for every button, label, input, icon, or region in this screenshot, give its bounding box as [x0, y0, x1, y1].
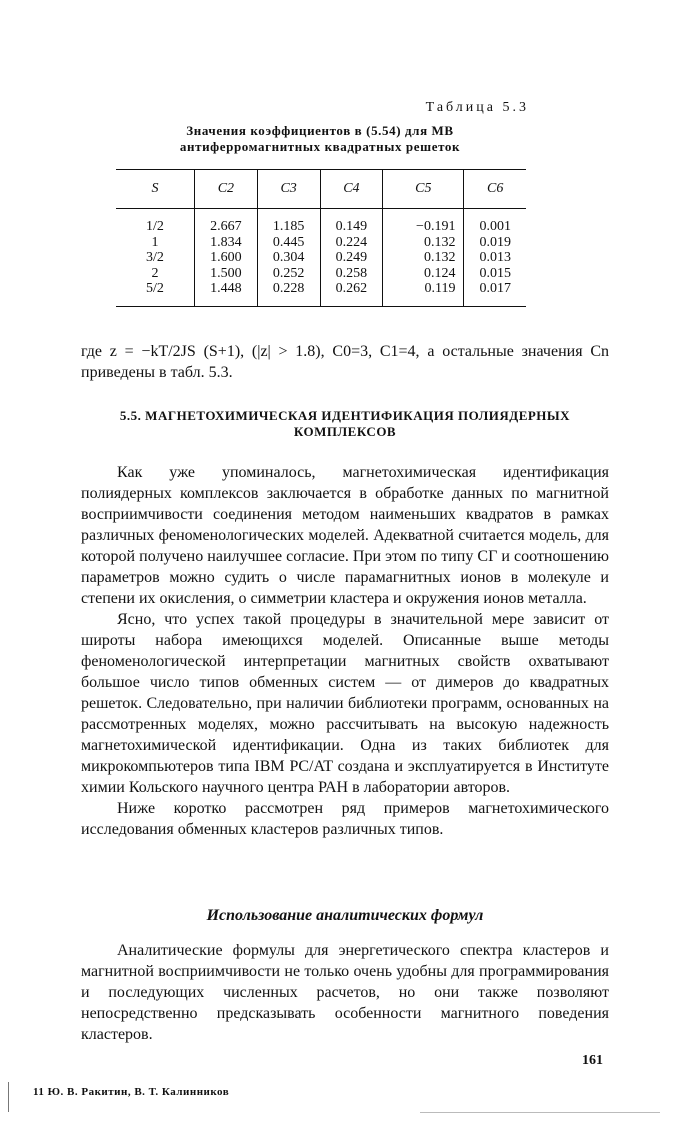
- table-cell: 0.017: [464, 281, 526, 306]
- table-cell: 2.667: [195, 209, 258, 235]
- closing-text: [81, 940, 609, 1045]
- table-cell: 0.124: [383, 266, 464, 282]
- table-header-cell: C2: [195, 170, 258, 209]
- page-number: 161: [582, 1053, 603, 1068]
- scan-bottom-mark: [420, 1112, 660, 1113]
- formula-paragraph: где z = −kT/2JS (S+1), (|z| > 1.8), C0=3, C1=4, а остальные значения Cn приведены в табл. 5.3.: [81, 343, 609, 381]
- table-cell: 1.185: [257, 209, 320, 235]
- table-cell: 0.224: [320, 235, 383, 251]
- table-cell: 1.834: [195, 235, 258, 251]
- paragraph: Аналитические формулы для энергетического спектра кластеров и магнитной восприимчивости не только очень удобны для программирования и последующих численных расчетов, но они также позволяют непосредственно предсказывать особенности магнитного поведения кластеров.: [81, 942, 609, 1043]
- table-caption: Значения коэффициентов в (5.54) для МВ антиферромагнитных квадратных решеток: [179, 123, 461, 154]
- table-row: [116, 209, 526, 235]
- table-cell: 0.119: [383, 281, 464, 306]
- section-title: 5.5. МАГНЕТОХИМИЧЕСКАЯ ИДЕНТИФИКАЦИЯ ПОЛИЯДЕРНЫХ КОМПЛЕКСОВ: [119, 408, 571, 439]
- table-cell: 1.448: [195, 281, 258, 306]
- table-cell: 0.304: [257, 250, 320, 266]
- table-cell: 0.262: [320, 281, 383, 306]
- table-row: [116, 266, 526, 282]
- table-cell: −0.191: [383, 209, 464, 235]
- subheading: Использование аналитических формул: [206, 907, 484, 924]
- table-cell: 3/2: [146, 250, 164, 265]
- table-cell: 0.445: [257, 235, 320, 251]
- paragraph: Как уже упоминалось, магнетохимическая идентификация полиядерных комплексов заключается в обработке данных по магнитной восприимчивости соединения методом наименьших квадратов в рамках различных феноменологических моделей. Адекватной считается модель, для которой получено наилучшее согласие. При этом по типу СГ и соотношению параметров можно судить о числе парамагнитных ионов в молекуле и степени их окисления, о симметрии кластера и окружения ионов металла.: [81, 464, 609, 607]
- table-header-cell: C6: [464, 170, 526, 209]
- table-cell: 0.252: [257, 266, 320, 282]
- table-cell: 0.013: [464, 250, 526, 266]
- table-cell: 0.228: [257, 281, 320, 306]
- signature-footer: 11 Ю. В. Ракитин, В. Т. Калинников: [33, 1086, 230, 1098]
- table-number: Таблица 5.3: [425, 100, 529, 115]
- after-table-text: [81, 341, 609, 383]
- table-cell: 0.015: [464, 266, 526, 282]
- table-cell: 2: [151, 265, 159, 281]
- table-cell: 1: [151, 234, 159, 250]
- table-cell: 5/2: [116, 281, 195, 306]
- scan-edge-mark: [8, 1082, 9, 1112]
- table-row: [116, 250, 526, 266]
- table-cell: 0.149: [320, 209, 383, 235]
- coefficients-table: [116, 169, 526, 307]
- table-cell: 0.258: [320, 266, 383, 282]
- table-cell: 0.019: [464, 235, 526, 251]
- paragraph: Ясно, что успех такой процедуры в значительной мере зависит от широты набора имеющихся моделей. Описанные выше методы феноменологической интерпретации магнитных свойств охватывают большое число типов обменных систем — от димеров до квадратных решеток. Следовательно, при наличии библиотеки программ, основанных на рассмотренных моделях, можно рассчитывать на высокую надежность магнетохимической идентификации. Одна из таких библиотек для микрокомпьютеров типа IBM PC/AT создана и эксплуатируется в Институте химии Кольского научного центра РАН в лаборатории авторов.: [81, 611, 609, 796]
- table-cell: 0.001: [464, 209, 526, 235]
- table-cell: 0.249: [320, 250, 383, 266]
- table-row: [116, 281, 526, 306]
- table-header-cell: C3: [257, 170, 320, 209]
- table-header-cell: C5: [383, 170, 464, 209]
- table-header-row: [116, 170, 526, 209]
- table-row: [116, 235, 526, 251]
- paragraph: Ниже коротко рассмотрен ряд примеров магнетохимического исследования обменных кластеров различных типов.: [81, 800, 609, 838]
- table-cell: 0.132: [383, 250, 464, 266]
- table-cell: 1.500: [195, 266, 258, 282]
- table-header-cell: S: [116, 170, 195, 209]
- table-cell: 0.132: [383, 235, 464, 251]
- table-cell: 1/2: [146, 219, 164, 234]
- table-cell: 1.600: [195, 250, 258, 266]
- table-header-cell: C4: [320, 170, 383, 209]
- body-text: [81, 462, 609, 840]
